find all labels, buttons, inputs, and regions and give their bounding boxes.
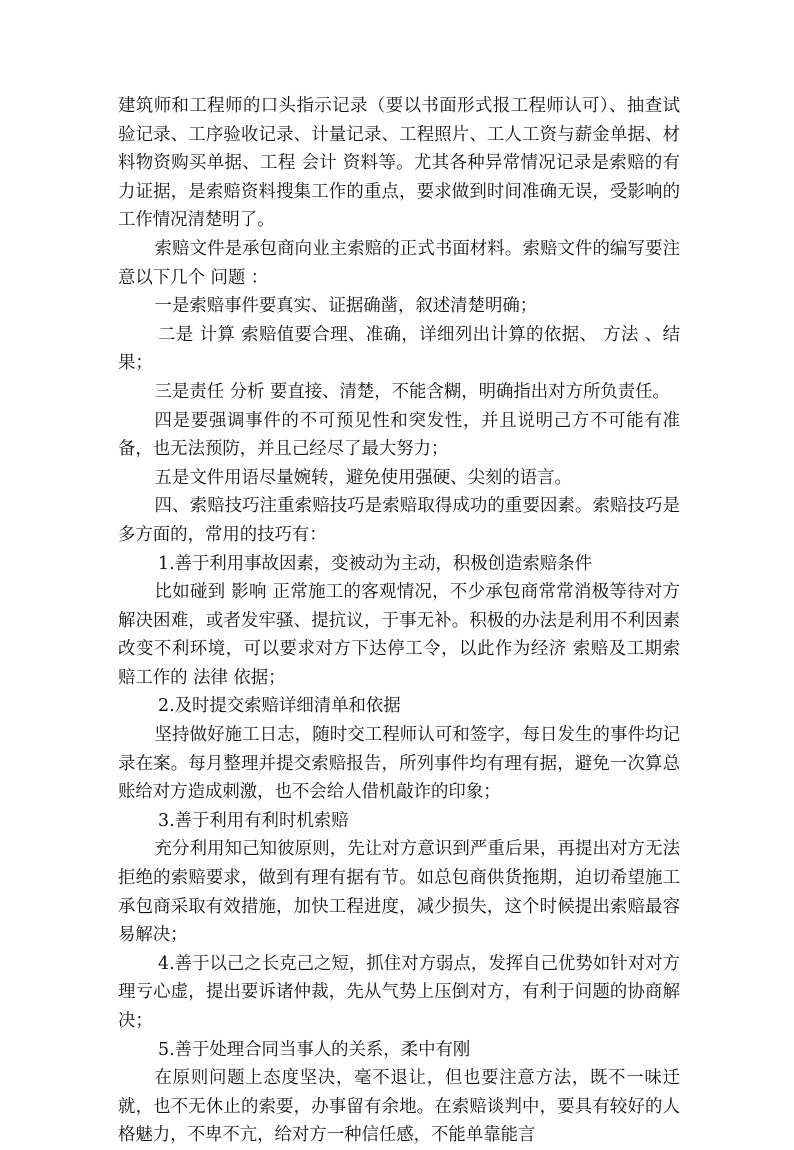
paragraph-point-one: 一是索赔事件要真实、证据确凿，叙述清楚明确； <box>154 296 538 317</box>
subheading-skill-2: 2.及时提交索赔详细清单和依据 <box>158 696 401 717</box>
paragraph-skill-2: 坚持做好施工日志，随时交工程师认可和签字，每日发生的事件均记录在案。每月整理并提交索赔报告，所列事件均有理有据，避免一次算总账给对方造成刺激，也不会给人借机敲诈的印象； <box>118 725 680 803</box>
paragraph-evidence-records: 建筑师和工程师的口头指示记录（要以书面形式报工程师认可）、抽查试验记录、工序验收记录、计量记录、工程照片、工人工资与薪金单据、材料物资购买单据、工程 会计 资料等。尤其各种异常情况记录是索赔的有力证据，是索赔资料搜集工作的重点，要求做到时间准确无误，受影响的工作情况清楚明了。 <box>118 96 680 231</box>
paragraph-claim-documents: 索赔文件是承包商向业主索赔的正式书面材料。索赔文件的编写要注意以下几个 问题 ： <box>118 238 680 288</box>
paragraph-point-four: 四是要强调事件的不可预见性和突发性，并且说明己方不可能有准备，也无法预防，并且己经尽了最大努力； <box>118 410 680 460</box>
paragraph-point-three: 三是责任 分析 要直接、清楚，不能含糊，明确指出对方所负责任。 <box>154 381 670 402</box>
paragraph-skill-5: 在原则问题上态度坚决，毫不退让，但也要注意方法，既不一味迁就，也不无休止的索要，办事留有余地。在索赔谈判中，要具有较好的人格魅力，不卑不亢，给对方一种信任感，不能单靠能言 <box>118 1068 680 1146</box>
paragraph-point-two: 二是 计算 索赔值要合理、准确，详细列出计算的依据、 方法 、结果； <box>118 324 680 374</box>
paragraph-skill-4: 4.善于以己之长克己之短，抓住对方弱点，发挥自己优势如针对对方理亏心虚，提出要诉诸仲裁，先从气势上压倒对方，有利于问题的协商解决； <box>118 953 680 1031</box>
paragraph-skill-3: 充分利用知己知彼原则，先让对方意识到严重后果，再提出对方无法拒绝的索赔要求，做到有理有据有节。如总包商供货拖期，迫切希望施工承包商采取有效措施，加快工程进度，减少损失，这个时候提出索赔最容易解决； <box>118 839 680 946</box>
document-page <box>118 92 680 1150</box>
paragraph-skill-1: 比如碰到 影响 正常施工的客观情况，不少承包商常常消极等待对方解决困难，或者发牢骚、提抗议，于事无补。积极的办法是利用不利因素改变不利环境，可以要求对方下达停工令，以此作为经济 索赔及工期索赔工作的 法律 依据； <box>118 582 680 688</box>
subheading-skill-5: 5.善于处理合同当事人的关系，柔中有刚 <box>158 1039 471 1060</box>
subheading-skill-3: 3.善于利用有利时机索赔 <box>158 810 349 831</box>
paragraph-claim-skills-heading: 四、索赔技巧注重索赔技巧是索赔取得成功的重要因素。索赔技巧是多方面的，常用的技巧有： <box>118 496 680 545</box>
subheading-skill-1: 1.善于利用事故因素，变被动为主动，积极创造索赔条件 <box>158 553 592 574</box>
paragraph-point-five: 五是文件用语尽量婉转，避免使用强硬、尖刻的语言。 <box>154 467 572 488</box>
